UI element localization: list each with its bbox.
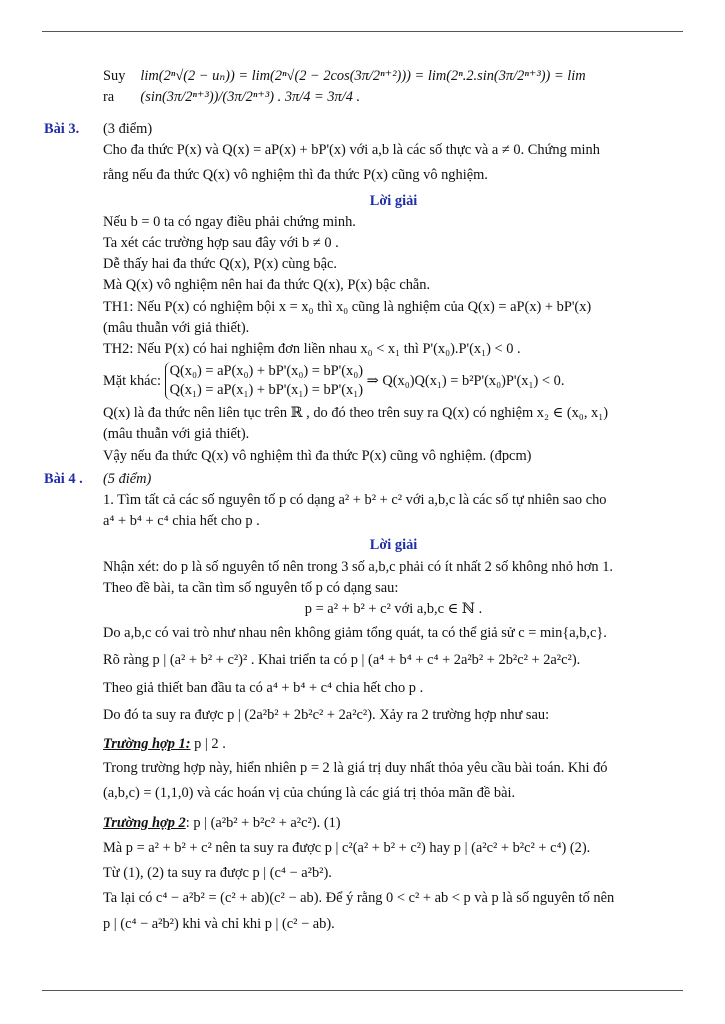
case2-line xyxy=(44,813,684,834)
case1-line xyxy=(44,734,684,755)
bai4-line: Do đó ta suy ra được p | (2a²b² + 2b²c² + 2a²c²). Xảy ra 2 trường hợp như sau: xyxy=(103,706,550,723)
bai4-line: Rõ ràng p | (a² + b² + c²)² . Khai triển ta có p | (a⁴ + b⁴ + c⁴ + 2a²b² + 2b²c² + 2a²c²). xyxy=(103,652,581,669)
system-result: ⇒ Q(x₀)Q(x₁) = b²P'(x₀)P'(x₁) < 0. xyxy=(366,372,565,389)
case1-condition: p | 2 . xyxy=(194,736,226,753)
bai3-header xyxy=(44,119,684,140)
footer-rule xyxy=(42,990,683,991)
bai3-points: (3 điểm) xyxy=(103,121,153,137)
bai4-points: (5 điểm) xyxy=(103,470,152,487)
limit-formula: lim(2ⁿ√(2 − uₙ)) = lim(2ⁿ√(2 − 2cos(3π/2ⁿ⁺²))) = lim(2ⁿ.2.sin(3π/2ⁿ⁺³)) = lim (sin(3π/2ⁿ⁺³))/(3π/2ⁿ⁺³) . 3π/4 = 3π/4 . xyxy=(140,67,586,105)
limit-prefix: Suy ra xyxy=(103,67,126,105)
bai3-line: (mâu thuẫn với giả thiết). xyxy=(103,319,250,336)
system-equation-1: Q(x₀) = aP(x₀) + bP'(x₀) = bP'(x₀) xyxy=(169,363,364,380)
bai3-solution-title: Lời giải xyxy=(369,192,418,209)
bai3-system xyxy=(44,362,684,400)
bai3-line: TH1: Nếu P(x) có nghiệm bội x = x₀ thì x₀ cũng là nghiệm của Q(x) = aP(x) + bP'(x) xyxy=(103,298,592,315)
bai3-line: Q(x) là đa thức nên liên tục trên ℝ , do đó theo trên suy ra Q(x) có nghiệm x₂ ∈ (x₀, x₁) xyxy=(103,405,609,422)
system-equation-2: Q(x₁) = aP(x₁) + bP'(x₁) = bP'(x₁) xyxy=(169,382,364,399)
bai4-problem-line-1: 1. Tìm tất cả các số nguyên tố p có dạng a² + b² + c² với a,b,c là các số tự nhiên sao cho xyxy=(103,492,607,509)
bai3-problem-line-1: Cho đa thức P(x) và Q(x) = aP(x) + bP'(x) với a,b là các số thực và a ≠ 0. Chứng minh xyxy=(103,142,600,159)
bai3-line: Mà Q(x) vô nghiệm nên hai đa thức Q(x), P(x) bậc chẵn. xyxy=(103,277,431,294)
bai3-problem-line-2: rằng nếu đa thức Q(x) vô nghiệm thì đa thức P(x) cũng vô nghiệm. xyxy=(103,167,488,184)
header-rule xyxy=(42,31,683,32)
case1-title: Trường hợp 1: xyxy=(103,736,191,753)
bai4-centered-formula: p = a² + b² + c² với a,b,c ∈ ℕ . xyxy=(304,601,483,618)
bai4-line: Do a,b,c có vai trò như nhau nên không giảm tổng quát, ta có thể giả sử c = min{a,b,c}. xyxy=(103,625,607,642)
system-brace xyxy=(165,362,364,400)
bai3-label: Bài 3. xyxy=(44,121,80,137)
limit-line xyxy=(44,55,684,119)
mat-khac-label: Mặt khác: xyxy=(103,372,161,389)
bai3-line: (mâu thuẫn với giả thiết). xyxy=(103,426,250,443)
case1-text-2: (a,b,c) = (1,1,0) và các hoán vị của chúng là các giá trị thỏa mãn đề bài. xyxy=(103,785,516,802)
document-body xyxy=(44,55,684,935)
case1-text-1: Trong trường hợp này, hiển nhiên p = 2 là giá trị duy nhất thỏa yêu cầu bài toán. Khi đó xyxy=(103,760,608,777)
bai3-line: TH2: Nếu P(x) có hai nghiệm đơn liền nhau x₀ < x₁ thì P'(x₀).P'(x₁) < 0 . xyxy=(103,341,521,358)
bai4-line: Từ (1), (2) ta suy ra được p | (c⁴ − a²b²). xyxy=(103,865,332,882)
bai4-line: Mà p = a² + b² + c² nên ta suy ra được p | c²(a² + b² + c²) hay p | (a²c² + b²c² + c⁴) (2). xyxy=(103,839,591,856)
case2-title: Trường hợp 2 xyxy=(103,814,186,831)
bai4-problem-line-2: a⁴ + b⁴ + c⁴ chia hết cho p . xyxy=(103,513,260,530)
bai3-line: Vậy nếu đa thức Q(x) vô nghiệm thì đa thức P(x) cũng vô nghiệm. (đpcm) xyxy=(103,447,532,464)
bai4-line: p | (c⁴ − a²b²) khi và chỉ khi p | (c² − ab). xyxy=(103,915,335,932)
bai4-header xyxy=(44,469,684,490)
bai4-line: Theo giả thiết ban đầu ta có a⁴ + b⁴ + c⁴ chia hết cho p . xyxy=(103,679,424,696)
bai4-line: Ta lại có c⁴ − a²b² = (c² + ab)(c² − ab). Để ý rằng 0 < c² + ab < p và p là số nguyên tố nên xyxy=(103,890,615,907)
case2-condition: : p | (a²b² + b²c² + a²c²). (1) xyxy=(185,814,341,831)
bai4-line: Theo đề bài, ta cần tìm số nguyên tố p có dạng sau: xyxy=(103,579,399,596)
bai4-line: Nhận xét: do p là số nguyên tố nên trong 3 số a,b,c phải có ít nhất 2 số không nhỏ hơn 1. xyxy=(103,558,614,575)
bai4-label: Bài 4 . xyxy=(44,470,83,487)
bai3-line: Ta xét các trường hợp sau đây với b ≠ 0 . xyxy=(103,235,339,252)
bai3-line: Dễ thấy hai đa thức Q(x), P(x) cùng bậc. xyxy=(103,256,337,273)
bai4-solution-title: Lời giải xyxy=(369,537,418,554)
bai3-line: Nếu b = 0 ta có ngay điều phải chứng minh. xyxy=(103,213,356,230)
